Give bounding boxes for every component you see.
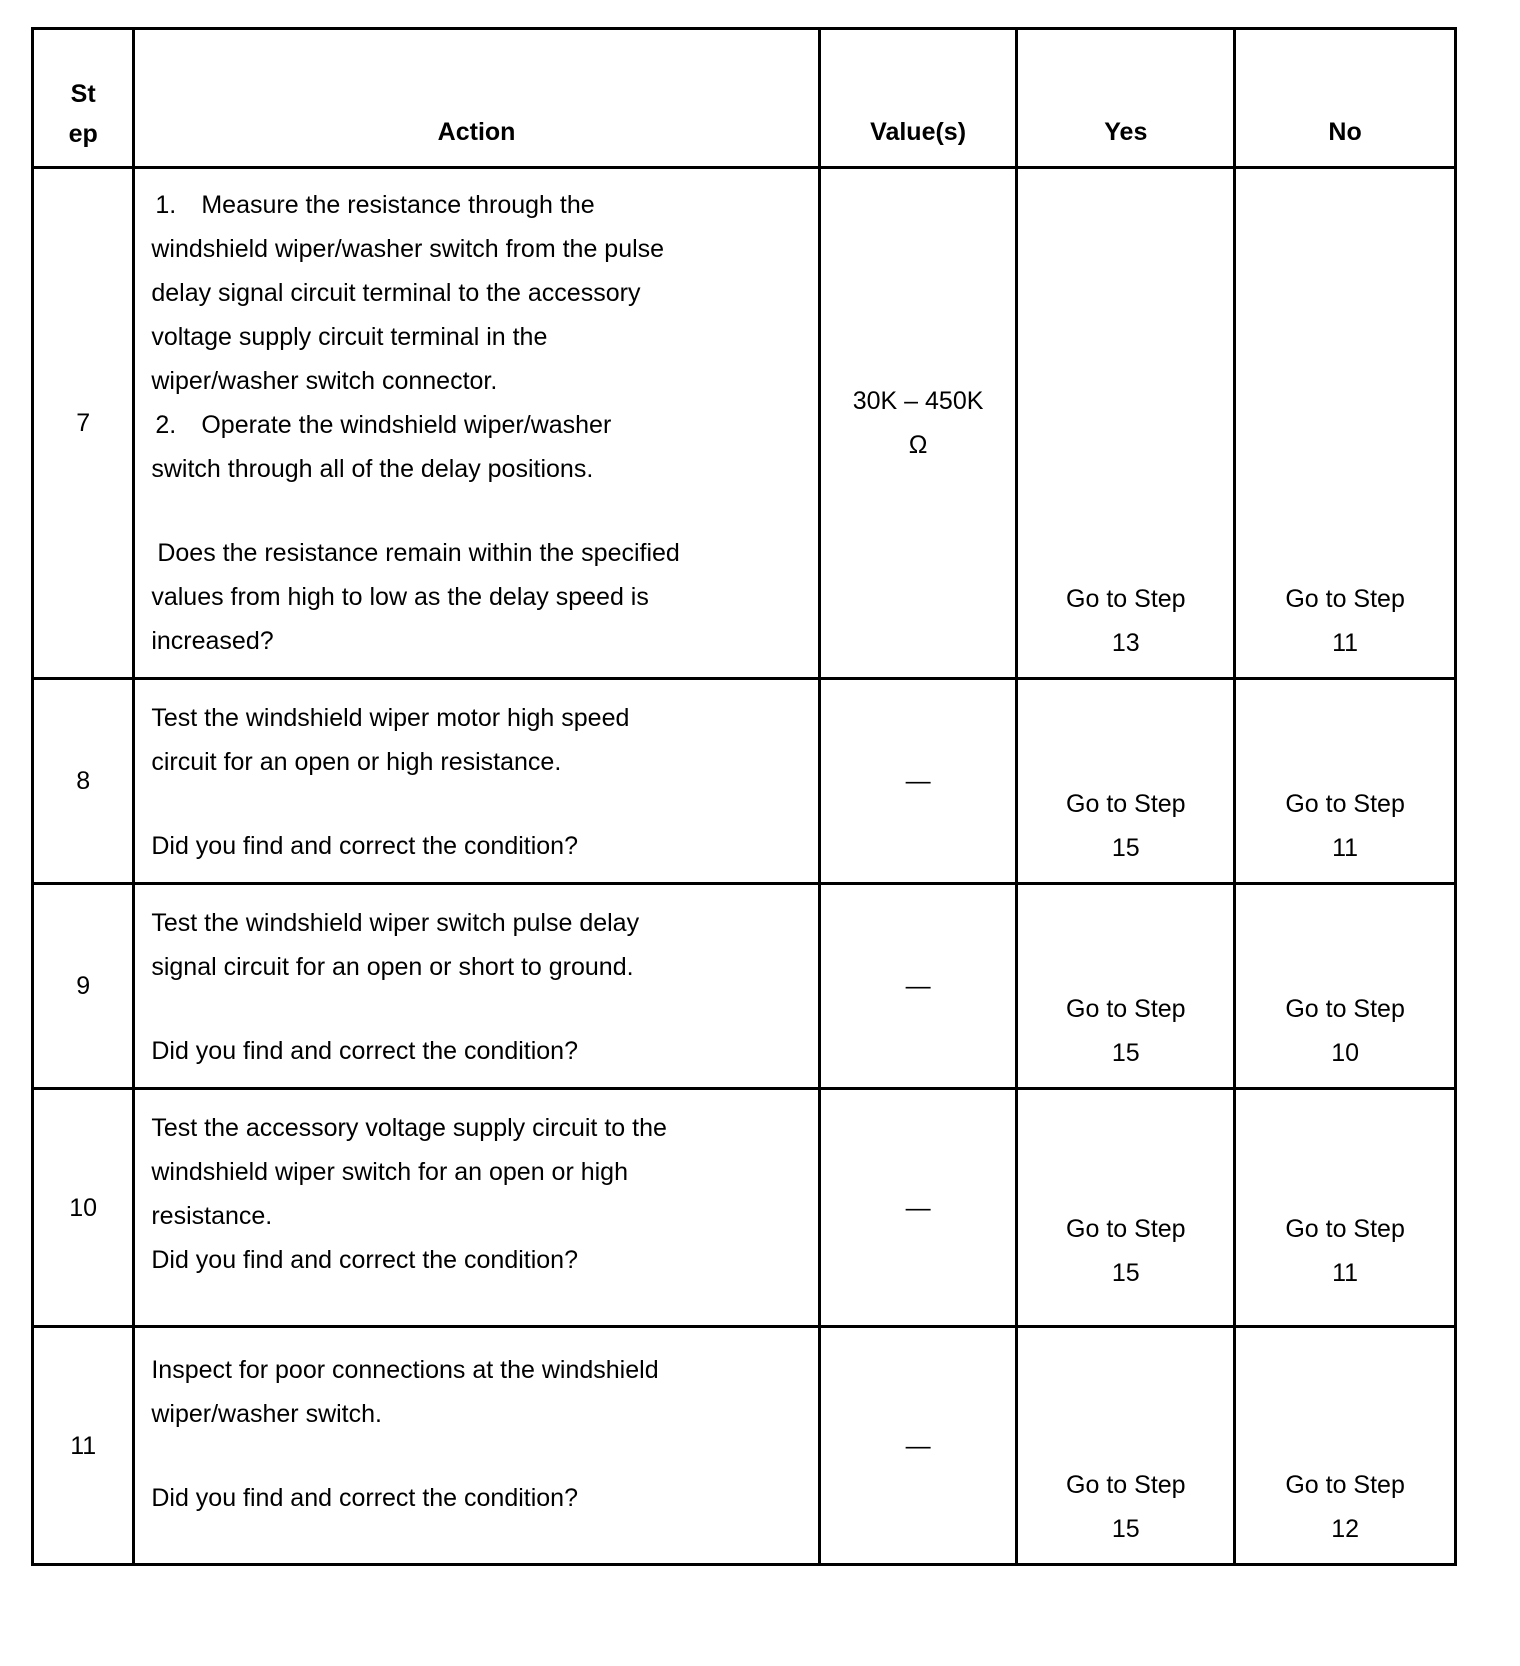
- no-goto-step: 11: [1332, 1259, 1359, 1287]
- question-line: Did you find and correct the condition?: [151, 1246, 578, 1274]
- action-text-line: signal circuit for an open or short to ground.: [151, 953, 634, 981]
- table-row-step-11: [33, 1327, 1456, 1565]
- header-row: [33, 29, 1456, 168]
- header-no: No: [1235, 29, 1456, 168]
- question-line: Does the resistance remain within the specified: [157, 539, 680, 567]
- no-goto-label: Go to Step: [1285, 790, 1405, 818]
- no-cell: [1235, 168, 1456, 679]
- action-text-line: delay signal circuit terminal to the accessory: [151, 279, 641, 307]
- yes-cell: [1017, 884, 1235, 1089]
- action-text-line: Inspect for poor connections at the windshield: [151, 1356, 659, 1384]
- yes-goto-step: 15: [1111, 1039, 1140, 1067]
- table-row-step-7: [33, 168, 1456, 679]
- yes-goto-step: 15: [1111, 1259, 1140, 1287]
- question-line: increased?: [151, 627, 274, 655]
- yes-goto-label: Go to Step: [1066, 790, 1186, 818]
- action-cell: [134, 1089, 819, 1327]
- header-step: [33, 29, 134, 168]
- action-text-line: circuit for an open or high resistance.: [151, 748, 562, 776]
- action-item-number: 1.: [155, 191, 177, 219]
- action-text-line: resistance.: [151, 1202, 273, 1230]
- header-yes: Yes: [1017, 29, 1235, 168]
- action-text-line: wiper/washer switch connector.: [151, 367, 498, 395]
- action-item-number: 2.: [155, 411, 177, 439]
- action-text-line: Measure the resistance through the: [201, 191, 595, 219]
- question-line: values from high to low as the delay speed is: [151, 583, 649, 611]
- yes-goto-label: Go to Step: [1066, 1215, 1186, 1243]
- action-text-line: Test the windshield wiper switch pulse delay: [151, 909, 640, 937]
- no-goto-label: Go to Step: [1285, 585, 1405, 613]
- no-goto-step: 10: [1331, 1039, 1359, 1067]
- no-goto-label: Go to Step: [1285, 1471, 1405, 1499]
- yes-cell: [1017, 1327, 1235, 1565]
- question-line: Did you find and correct the condition?: [151, 832, 578, 860]
- step-number: 9: [33, 884, 134, 1089]
- value-cell: [819, 168, 1017, 679]
- header-values: Value(s): [819, 29, 1017, 168]
- value-unit: Ω: [908, 431, 928, 459]
- action-text-line: wiper/washer switch.: [151, 1400, 382, 1428]
- value-cell: —: [819, 679, 1017, 884]
- no-goto-label: Go to Step: [1285, 1215, 1405, 1243]
- no-cell: [1235, 679, 1456, 884]
- yes-goto-label: Go to Step: [1066, 585, 1186, 613]
- action-text-line: Operate the windshield wiper/washer: [201, 411, 612, 439]
- step-number: 8: [33, 679, 134, 884]
- value-cell: —: [819, 1327, 1017, 1565]
- action-cell: [134, 679, 819, 884]
- step-number: 7: [33, 168, 134, 679]
- no-goto-step: 11: [1332, 629, 1359, 657]
- no-cell: [1235, 1089, 1456, 1327]
- yes-cell: [1017, 679, 1235, 884]
- yes-goto-label: Go to Step: [1066, 995, 1186, 1023]
- yes-goto-step: 15: [1111, 1515, 1140, 1543]
- action-text-line: windshield wiper switch for an open or high: [151, 1158, 628, 1186]
- no-goto-step: 11: [1332, 834, 1359, 862]
- step-number: 11: [33, 1327, 134, 1565]
- header-action: Action: [134, 29, 819, 168]
- value-cell: —: [819, 884, 1017, 1089]
- value-line: 30K – 450K: [852, 387, 984, 415]
- action-text-line: Test the accessory voltage supply circuit to the: [151, 1114, 667, 1142]
- table-row-step-8: [33, 679, 1456, 884]
- no-goto-label: Go to Step: [1285, 995, 1405, 1023]
- table-row-step-9: [33, 884, 1456, 1089]
- action-text-line: windshield wiper/washer switch from the pulse: [151, 235, 665, 263]
- action-cell: [134, 168, 819, 679]
- action-cell: [134, 884, 819, 1089]
- action-text-line: Test the windshield wiper motor high speed: [151, 704, 630, 732]
- header-step-line1: St: [70, 80, 96, 108]
- action-text-line: switch through all of the delay positions.: [151, 455, 594, 483]
- action-cell: [134, 1327, 819, 1565]
- no-goto-step: 12: [1331, 1515, 1359, 1543]
- header-step-line2: ep: [68, 120, 98, 148]
- table-row-step-10: [33, 1089, 1456, 1327]
- step-number: 10: [33, 1089, 134, 1327]
- yes-cell: [1017, 1089, 1235, 1327]
- value-cell: —: [819, 1089, 1017, 1327]
- yes-goto-step: 13: [1111, 629, 1140, 657]
- no-cell: [1235, 1327, 1456, 1565]
- action-text-line: voltage supply circuit terminal in the: [151, 323, 548, 351]
- diagnostic-table: [31, 27, 1457, 1566]
- yes-goto-step: 15: [1111, 834, 1140, 862]
- question-line: Did you find and correct the condition?: [151, 1037, 578, 1065]
- yes-cell: [1017, 168, 1235, 679]
- question-line: Did you find and correct the condition?: [151, 1484, 578, 1512]
- yes-goto-label: Go to Step: [1066, 1471, 1186, 1499]
- no-cell: [1235, 884, 1456, 1089]
